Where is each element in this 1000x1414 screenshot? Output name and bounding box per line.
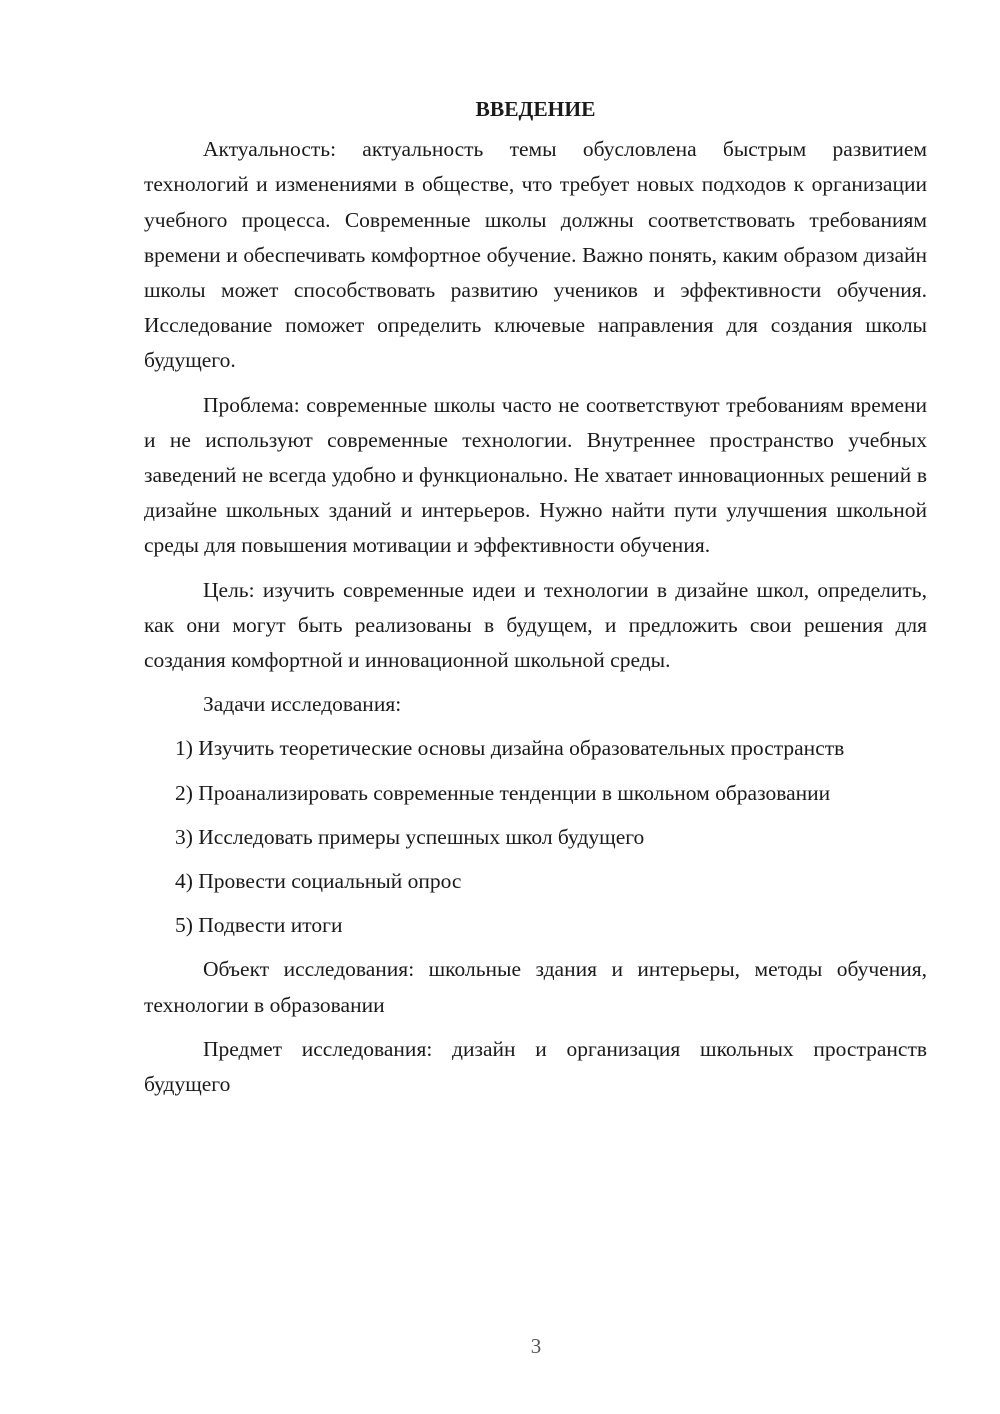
task-item: 2) Проанализировать современные тенденции в школьном образовании	[175, 780, 831, 805]
tasks-title: Задачи исследования:	[203, 692, 402, 717]
task-item: 4) Провести социальный опрос	[175, 869, 462, 894]
relevance-paragraph: Актуальность: актуальность темы обусловлена быстрым развитием технологий и изменениями в обществе, что требует новых подходов к организации учебного процесса. Современные школы должны соответствовать требованиям времени и обеспечивать комфортное обучение. Важно понять, каким образом дизайн школы может способствовать развитию учеников и эффективности обучения. Исследование поможет определить ключевые направления для создания школы будущего.	[144, 137, 927, 373]
task-item: 3) Исследовать примеры успешных школ будущего	[175, 824, 645, 849]
goal-paragraph: Цель: изучить современные идеи и технологии в дизайне школ, определить, как они могут быть реализованы в будущем, и предложить свои решения для создания комфортной и инновационной школьной среды.	[144, 577, 927, 673]
task-item: 1) Изучить теоретические основы дизайна образовательных пространств	[175, 736, 845, 761]
document-body	[144, 92, 927, 1111]
subject-paragraph: Предмет исследования: дизайн и организация школьных пространств будущего	[144, 1036, 927, 1097]
problem-paragraph: Проблема: современные школы часто не соответствуют требованиям времени и не используют современные технологии. Внутреннее пространство учебных заведений не всегда удобно и функционально. Не хватает инновационных решений в дизайне школьных зданий и интерьеров. Нужно найти пути улучшения школьной среды для повышения мотивации и эффективности обучения.	[144, 392, 927, 558]
section-heading: ВВЕДЕНИЕ	[475, 97, 596, 121]
page-number: 3	[530, 1334, 542, 1358]
object-paragraph: Объект исследования: школьные здания и интерьеры, методы обучения, технологии в образовании	[144, 957, 927, 1017]
task-item: 5) Подвести итоги	[175, 913, 343, 938]
